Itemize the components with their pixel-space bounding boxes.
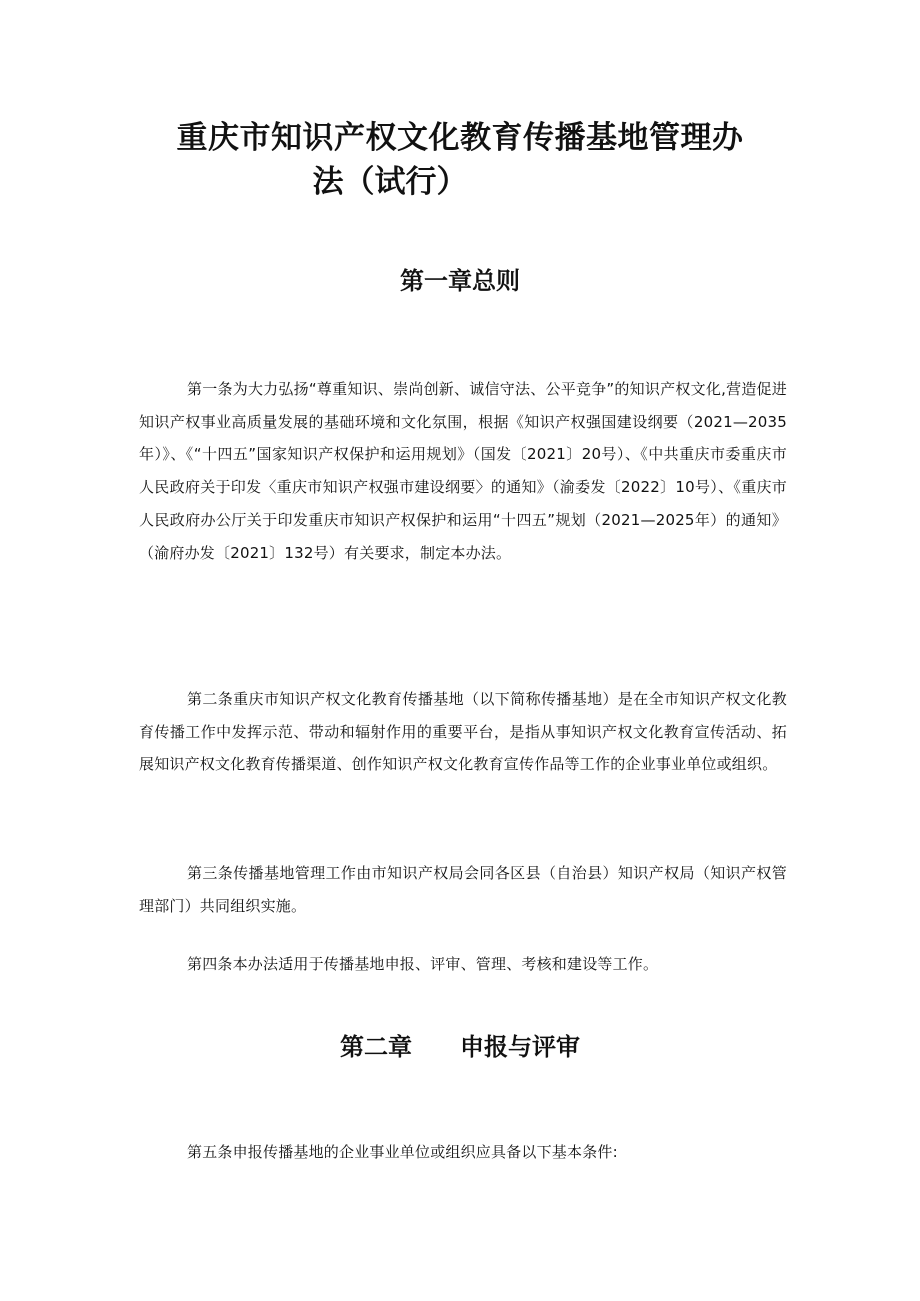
chapter-2-heading: [0, 1030, 920, 1064]
chapter-2-number: 第二章: [340, 1032, 412, 1061]
article-2: 第二条重庆市知识产权文化教育传播基地（以下简称传播基地）是在全市知识产权文化教育传播工作中发挥示范、带动和辐射作用的重要平台，是指从事知识产权文化教育宣传活动、拓展知识产权文化教育传播渠道、创作知识产权文化教育宣传作品等工作的企业事业单位或组织。: [139, 690, 787, 774]
article-4: 第四条本办法适用于传播基地申报、评审、管理、考核和建设等工作。: [187, 955, 659, 973]
article-5: 第五条申报传播基地的企业事业单位或组织应具备以下基本条件:: [187, 1143, 618, 1161]
chapter-2-name: 申报与评审: [460, 1032, 580, 1061]
document-title-line-2: 法（试行）: [312, 164, 468, 200]
document-title-line-1: 重庆市知识产权文化教育传播基地管理办: [176, 120, 744, 156]
chapter-1-heading: 第一章总则: [400, 266, 520, 295]
article-3: 第三条传播基地管理工作由市知识产权局会同各区县（自治县）知识产权局（知识产权管理部门）共同组织实施。: [139, 864, 787, 915]
article-1: 第一条为大力弘扬“尊重知识、崇尚创新、诚信守法、公平竞争”的知识产权文化,营造促进知识产权事业高质量发展的基础环境和文化氛围，根据《知识产权强国建设纲要（2021—2035年）》、《“十四五”国家知识产权保护和运用规划》（国发〔2021〕20号）、《中共重庆市委重庆市人民政府关于印发〈重庆市知识产权强市建设纲要〉的通知》（渝委发〔2022〕10号）、《重庆市人民政府办公厅关于印发重庆市知识产权保护和运用“十四五”规划（2021—2025年）的通知》（渝府办发〔2021〕132号）有关要求，制定本办法。: [139, 380, 787, 562]
